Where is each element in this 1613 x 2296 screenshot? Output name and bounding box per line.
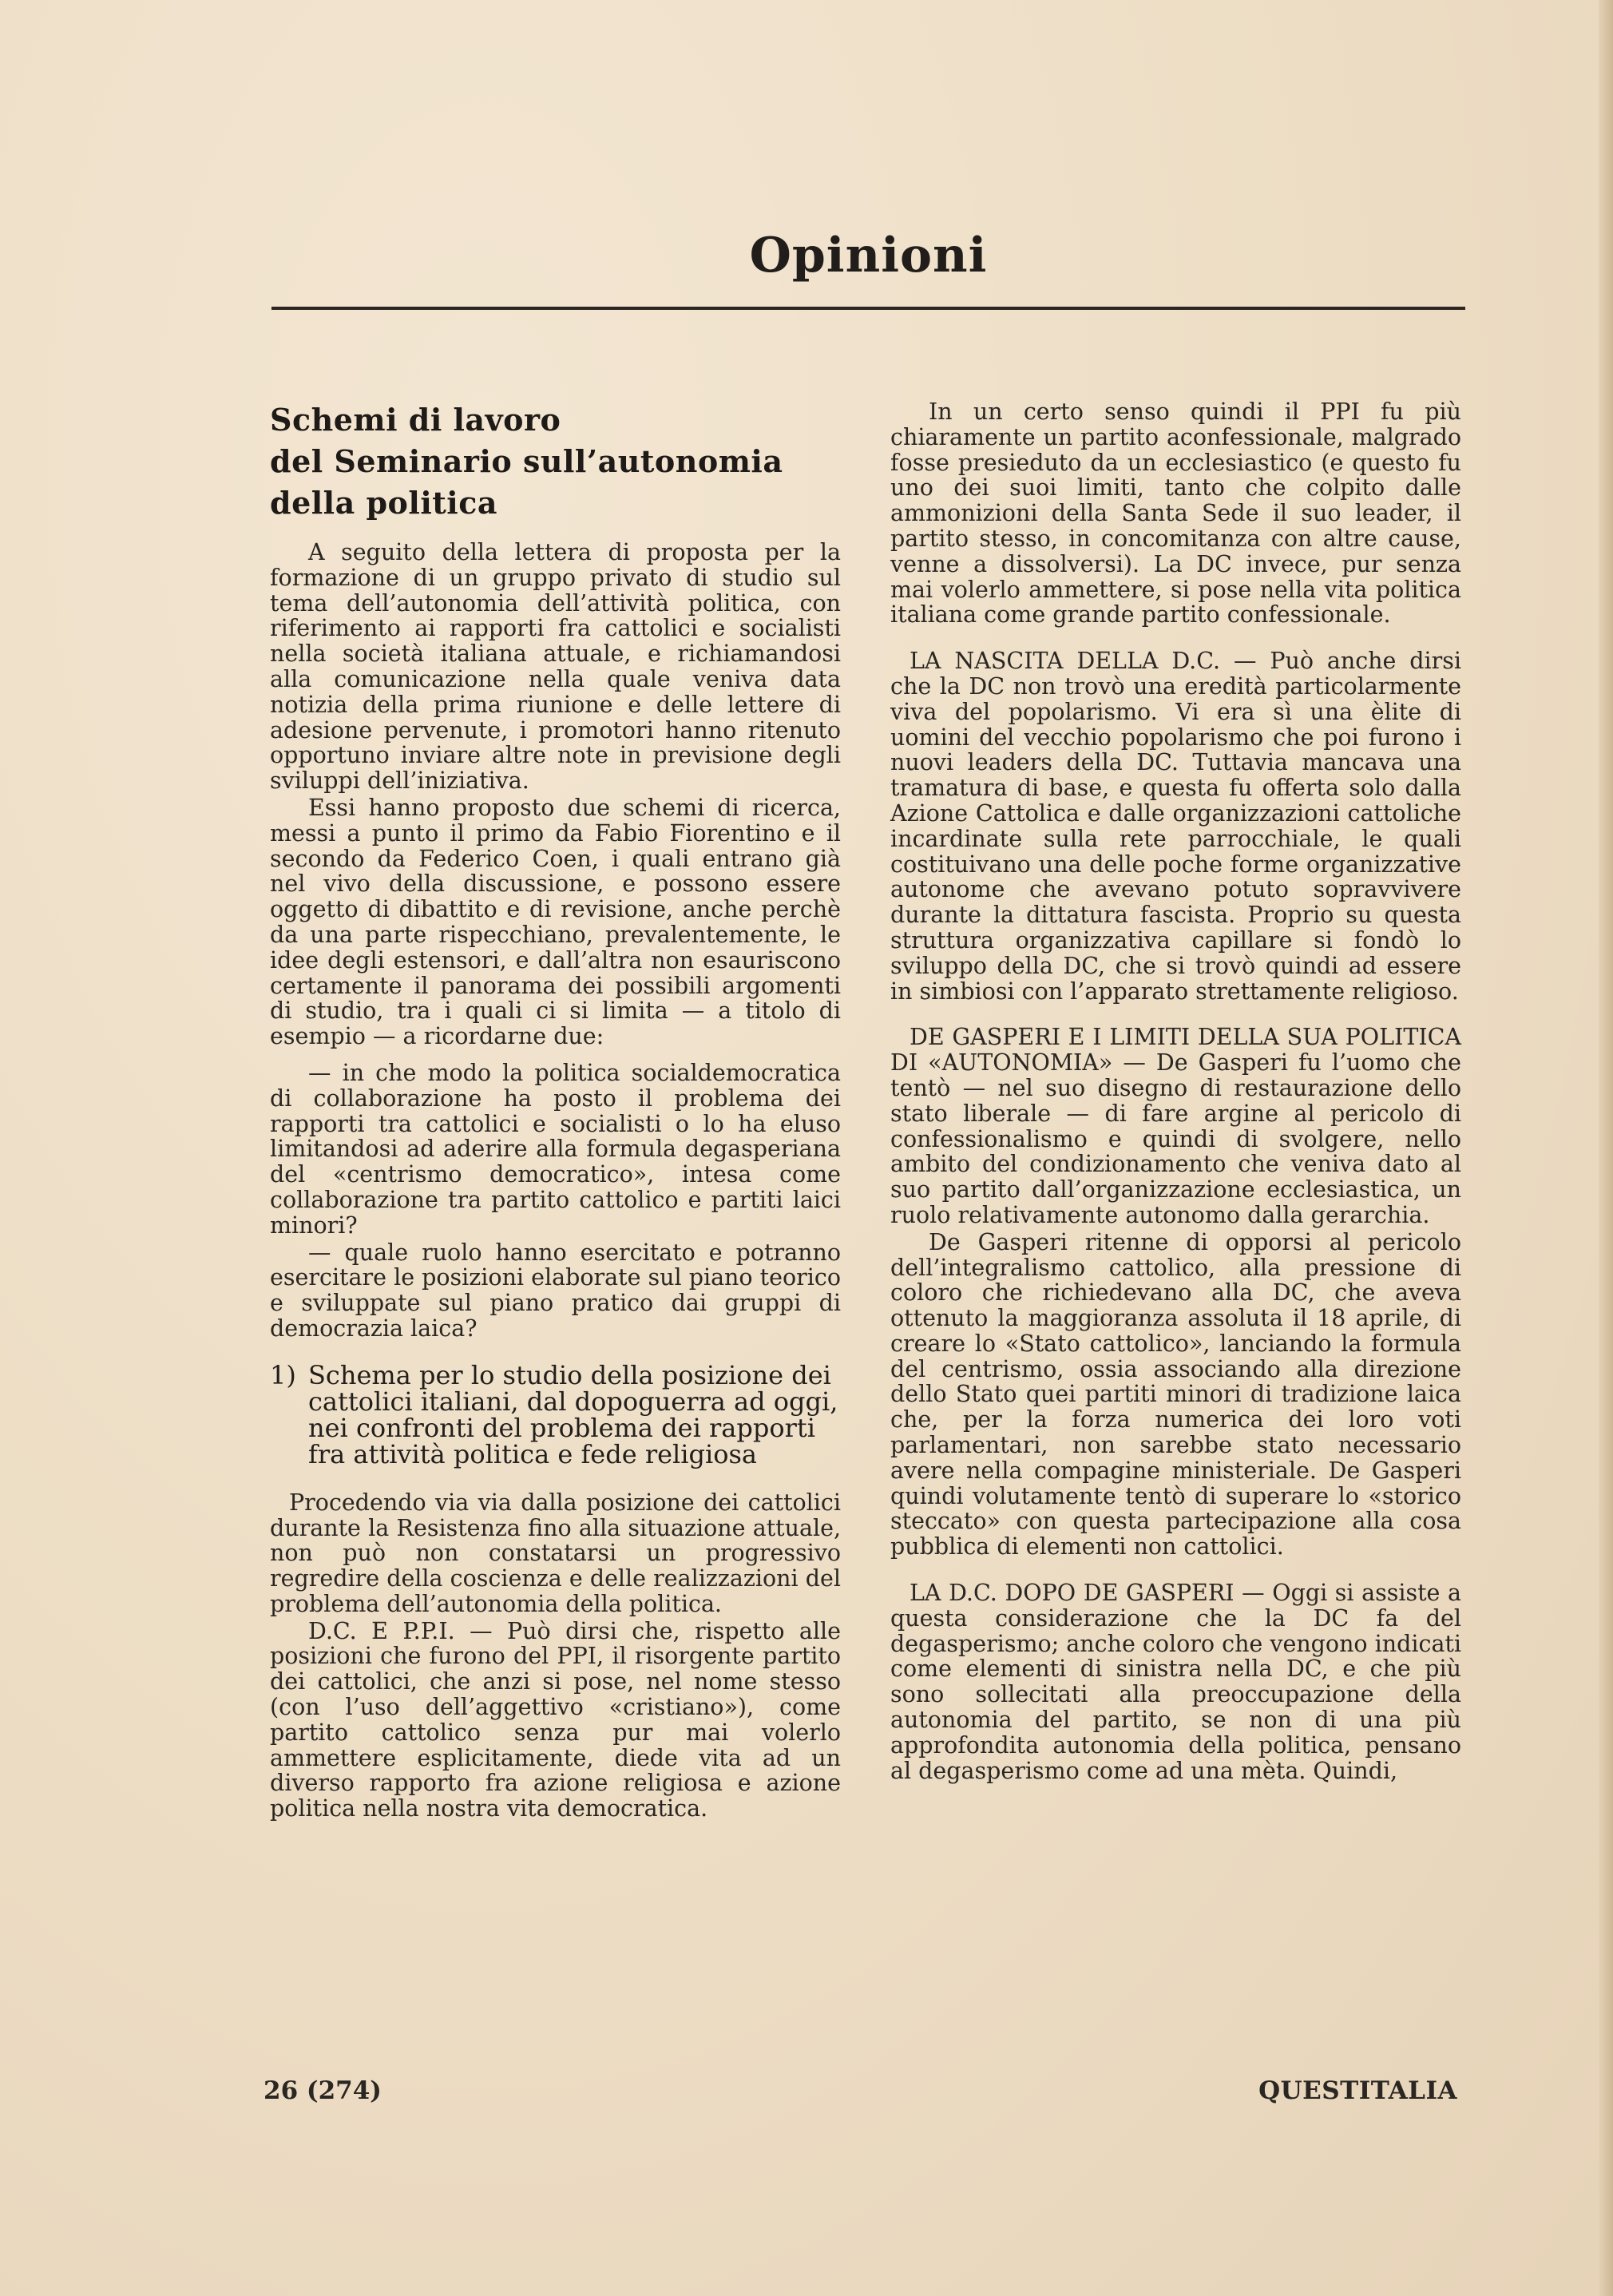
schema-number: 1) — [270, 1359, 296, 1390]
paragraph: D.C. E P.P.I. — Può dirsi che, rispetto alle posizioni che furono del PPI, il risorgente partito dei cattolici, che anzi si pose, nel nome stesso (con l’uso dell’aggettivo «cristiano»), come partito cattolico senza pur mai volerlo ammettere esplicitamente, diede vita ad un diverso rapporto fra azione religiosa e azione politica nella nostra vita democratica. — [270, 1617, 841, 1822]
right-column — [890, 399, 1461, 1783]
article-heading-line: della politica — [270, 485, 498, 521]
section-paragraph: LA D.C. DOPO DE GASPERI — Oggi si assiste a questa considerazione che la DC fa del degasperismo; anche coloro che vengono indicati come elementi di sinistra nella DC, e che più sono sollecitati alla preoccupazione della autonomia del partito, se non di una più approfondita autonomia della politica, pensano al degasperismo come ad una mèta. Quindi, — [890, 1580, 1462, 1784]
paragraph: Procedendo via via dalla posizione dei cattolici durante la Resistenza fino alla situazione attuale, non può non constatarsi un progressivo regredire della coscienza e delle realizzazioni del problema dell’autonomia della politica. — [270, 1489, 841, 1617]
title-rule — [271, 307, 1465, 310]
section-paragraph: DE GASPERI E I LIMITI DELLA SUA POLITICA DI «AUTONOMIA» — De Gasperi fu l’uomo che tentò — nel suo disegno di restaurazione dello stato liberale — di fare argine al pericolo di confessionalismo e quindi di svolgere, nello ambito del condizionamento che veniva dato al suo partito dall’organizzazione ecclesiastica, un ruolo relativamente autonomo dalla gerarchia. — [890, 1024, 1461, 1228]
page-title: Opinioni — [749, 228, 988, 284]
magazine-name: QUESTITALIA — [1258, 2076, 1457, 2105]
question-item: — in che modo la politica socialdemocratica di collaborazione ha posto il problema dei rapporti tra cattolici e socialisti o lo ha eluso limitandosi ad aderire alla formula degasperiana del «centrismo democratico», intesa come collaborazione tra partito cattolico e partiti laici minori? — [270, 1059, 841, 1239]
schema-heading — [270, 1359, 841, 1469]
paragraph: In un certo senso quindi il PPI fu più chiaramente un partito aconfessionale, malgrado fosse presieduto da un ecclesiastico (e questo fu uno dei suoi limiti, tanto che colpito dalle ammonizioni della Santa Sede il suo leader, il partito stesso, in concomitanza con altre cause, venne a dissolversi). La DC invece, pur senza mai volerlo ammettere, si pose nella vita politica italiana come grande partito confessionale. — [890, 399, 1461, 629]
paragraph: De Gasperi ritenne di opporsi al pericolo dell’integralismo cattolico, alla pressione di coloro che richiedevano alla DC, che aveva ottenuto la maggioranza assoluta il 18 aprile, di creare lo «Stato cattolico», lanciando la formula del centrismo, ossia associando alla direzione dello Stato quei partiti minori di tradizione laica che, per la forza numerica dei loro voti parlamentari, non sarebbe stato necessario avere nella compagine ministeriale. De Gasperi quindi volutamente tentò di superare lo «storico steccato» con questa partecipazione alla cosa pubblica di elementi non cattolici. — [890, 1228, 1461, 1560]
paragraph: Essi hanno proposto due schemi di ricerca, messi a punto il primo da Fabio Fiorentino e il secondo da Federico Coen, i quali entrano già nel vivo della discussione, e possono essere oggetto di dibattito e di revisione, anche perchè da una parte rispecchiano, prevalentemente, le idee degli estensori, e dall’altra non esauriscono certamente il panorama dei possibili argomenti di studio, tra i quali ci si limita — a titolo di esempio — a ricordarne due: — [270, 794, 841, 1050]
article-heading — [270, 399, 841, 524]
section-paragraph: LA NASCITA DELLA D.C. — Può anche dirsi che la DC non trovò una eredità particolarmente viva del popolarismo. Vi era sì una èlite di uomini del vecchio popolarismo che poi furono i nuovi leaders della DC. Tuttavia mancava una tramatura di base, e questa fu offerta solo dalla Azione Cattolica e dalle organizzazioni cattoliche incardinate sulla rete parrocchiale, le quali costituivano una delle poche forme organizzative autonome che avevano potuto sopravvivere durante la dittatura fascista. Proprio su questa struttura organizzativa capillare si fondò lo sviluppo della DC, che si trovò quindi ad essere in simbiosi con l’apparato strettamente religioso. — [890, 648, 1461, 1005]
article-heading-line: Schemi di lavoro — [270, 402, 561, 438]
paragraph: A seguito della lettera di proposta per la formazione di un gruppo privato di studio sul tema dell’autonomia dell’attività politica, con riferimento ai rapporti fra cattolici e socialisti nella società italiana attuale, e richiamandosi alla comunicazione nella quale veniva data notizia della prima riunione e delle lettere di adesione pervenute, i promotori hanno ritenuto opportuno inviare altre note in previsione degli sviluppi dell’iniziativa. — [270, 539, 841, 795]
question-item: — quale ruolo hanno esercitato e potranno esercitare le posizioni elaborate sul piano teorico e sviluppate sul piano pratico dai gruppi di democrazia laica? — [270, 1239, 841, 1342]
schema-title: Schema per lo studio della posizione dei cattolici italiani, dal dopoguerra ad oggi, nei confronti del problema dei rapporti fra attività politica e fede religiosa — [308, 1359, 838, 1469]
page-edge-shadow — [1599, 0, 1613, 2296]
page-number: 26 (274) — [264, 2076, 382, 2105]
left-column — [270, 399, 841, 1822]
article-heading-line: del Seminario sull’autonomia — [270, 443, 783, 479]
